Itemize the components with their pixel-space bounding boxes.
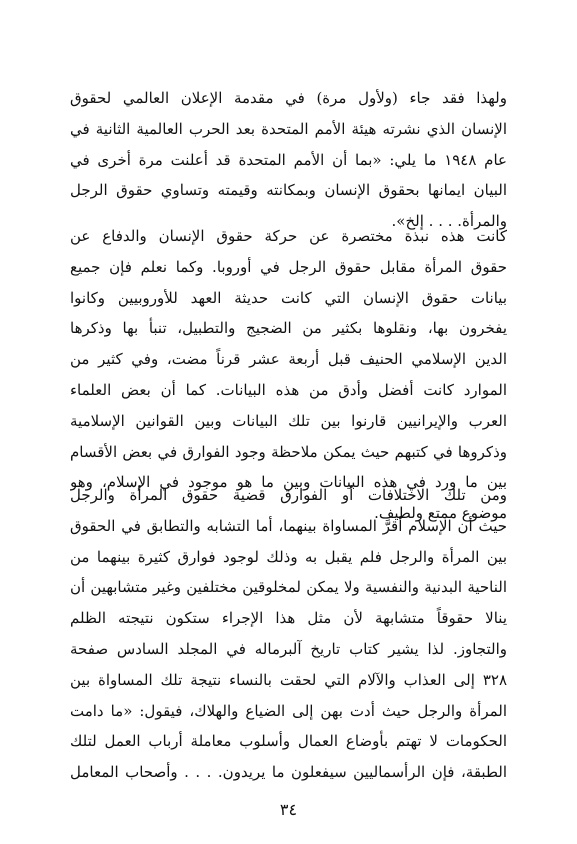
text-line: العرب والإيرانيين قارنوا بين تلك البيانات وبين القوانين الإسلامية	[70, 411, 507, 430]
text-line: والتجاوز. لذا يشير كتاب تاريخ آلبرماله في المجلد السادس صفحة	[70, 639, 507, 658]
text-line: حقوق المرأة مقابل حقوق الرجل في أوروبا. وكما نعلم فإن جميع	[70, 257, 507, 276]
text-line: المرأة والرجل حيث أدت بهن إلى الضياع والهلاك، فيقول: «ما دامت	[70, 701, 507, 720]
text-line: البيان ايمانها بحقوق الإنسان وبمكانته وقيمته وتساوي حقوق الرجل	[70, 181, 507, 200]
text-line: الإنسان الذي نشرته هيئة الأمم المتحدة بعد الحرب العالمية الثانية في	[70, 119, 507, 138]
text-line: وذكروها في كتبهم حيث يمكن ملاحظة وجود الفوارق في بعض الأقسام	[70, 442, 507, 461]
text-line: ولهذا فقد جاء (ولأول مرة) في مقدمة الإعلان العالمي لحقوق	[70, 89, 507, 107]
text-line: كانت هذه نبذة مختصرة عن حركة حقوق الإنسان والدفاع عن	[70, 227, 507, 245]
text-line: عام ١٩٤٨ ما يلي: «بما أن الأمم المتحدة قد أعلنت مرة أخرى في	[70, 150, 507, 169]
paragraph-1	[70, 83, 507, 237]
text-line: بين المرأة والرجل فلم يقبل به وذلك لوجود فوارق كثيرة بينهما من	[70, 547, 507, 566]
text-line: ومن تلك الاختلافات أو الفوارق قضية حقوق المرأة والرجل	[70, 486, 507, 504]
text-line: بيانات حقوق الإنسان التي كانت حديثة العهد للأوروبيين وكانوا	[70, 288, 507, 307]
text-line: الطبقة، فإن الرأسماليين سيفعلون ما يريدون. . . . وأصحاب المعامل	[70, 763, 507, 782]
text-line: ٣٢٨ إلى العذاب والآلام التي لحقت بالنساء نتيجة تلك المساواة بين	[70, 670, 507, 689]
text-line: والمرأة. . . . إلخ».	[391, 212, 507, 231]
text-line: الحكومات لا تهتم بأوضاع العمال وأسلوب معاملة أرباب العمل لتلك	[70, 732, 507, 751]
text-line: ينالا حقوقاً متشابهة لأن مثل هذا الإجراء ستكون نتيجته الظلم	[70, 609, 507, 628]
text-line: بين ما ورد في هذه البيانات وبين ما هو موجود في الإسلام، وهو	[70, 473, 507, 492]
text-line: حيث أن الإسلام أقرَّ المساواة بينهما، أما التشابه والتطابق في الحقوق	[70, 516, 507, 535]
text-line: موضوع ممتع ولطيف.	[374, 504, 507, 523]
text-line: الناحية البدنية والنفسية ولا يمكن لمخلوقين مختلفين وغير متشابهين أن	[70, 578, 507, 597]
paragraph-3	[70, 480, 507, 788]
text-line: الدين الإسلامي الحنيف قبل أربعة عشر قرناً مضت، وفي كثير من	[70, 350, 507, 369]
text-line: يفخرون بها، ونقلوها بكثير من الضجيج والتطبيل، تنبأ بها وذكرها	[70, 319, 507, 338]
text-line: الموارد كانت أفضل وأدق من هذه البيانات. كما أن بعض العلماء	[70, 380, 507, 399]
page-number: ٣٤	[279, 800, 298, 819]
